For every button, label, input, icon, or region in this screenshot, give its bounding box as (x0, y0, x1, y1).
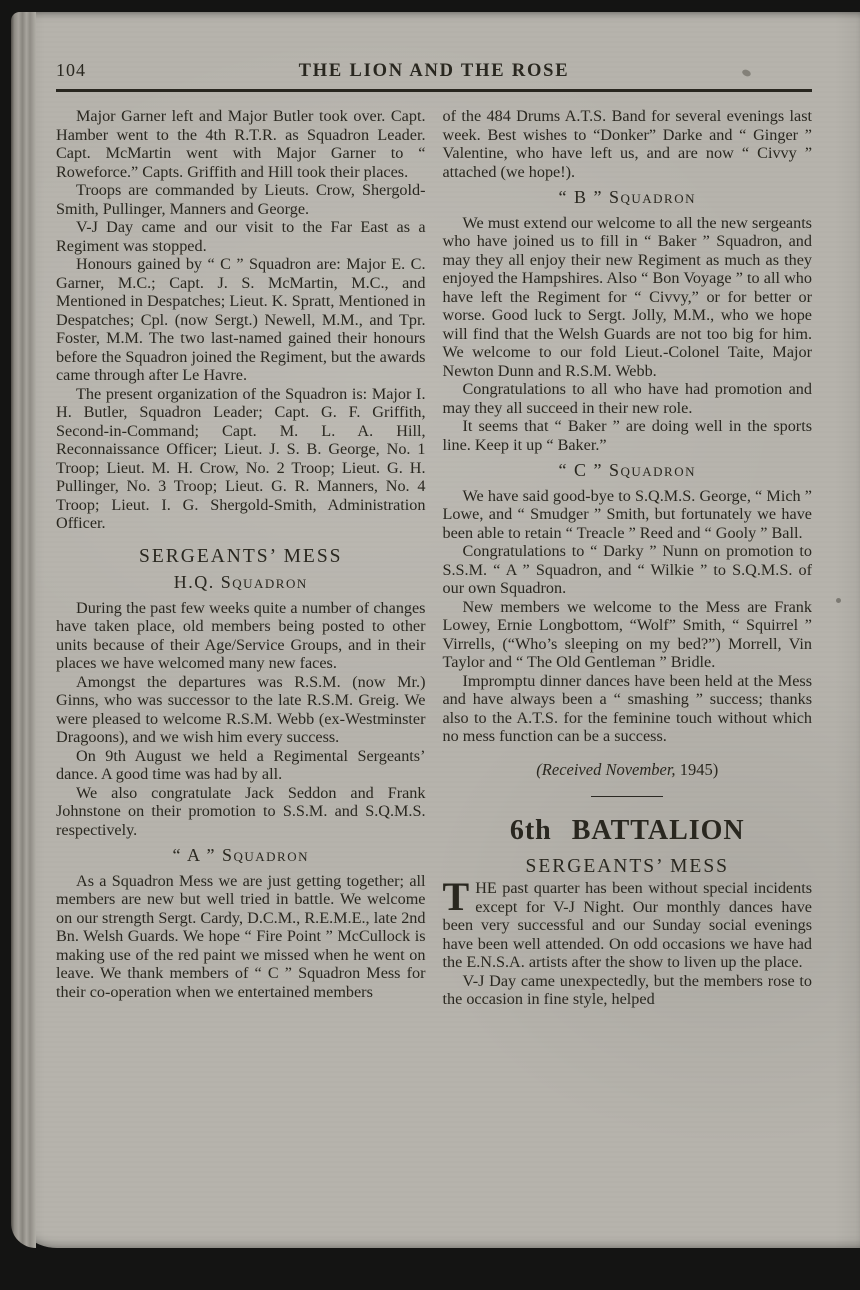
paragraph: Troops are commanded by Lieuts. Crow, Shergold-Smith, Pullinger, Manners and George. (56, 181, 426, 218)
page-content (56, 60, 812, 1009)
b-squadron-subheading: “ B ” Squadron (558, 187, 696, 207)
received-note-italic: (Received November, (536, 759, 676, 779)
paragraph: We must extend our welcome to all the new sergeants who have joined us to fill in “ Baker ” Squadron, and may they all enjoy their new Regiment as much as they enjoyed the Hampshires. Also “ Bon Voyage ” to all who have left the Regiment for “ Civvy,” or for better or worse. Good luck to Sergt. Jolly, M.M., who we hope will find that the Welsh Guards are not too big for him. We welcome to our fold Lieut.-Colonel Taite, Major Newton Dunn and R.S.M. Webb. (442, 213, 812, 380)
c-squadron-subheading: “ C ” Squadron (558, 460, 696, 480)
received-note-year: 1945) (675, 759, 719, 779)
sergeants-mess-heading: SERGEANTS’ MESS (138, 545, 343, 567)
paragraph: The present organization of the Squadron is: Major I. H. Butler, Squadron Leader; Capt. G. F. Griffith, Second-in-Command; Capt. M. L. A. Hill, Reconnaissance Officer; Lieut. J. S. B. George, No. 1 Troop; Lieut. M. H. Crow, No. 2 Troop; Lieut. G. H. Pullinger, No. 3 Troop; Lieut. G. R. Manners, No. 4 Troop; Lieut. I. G. Shergold-Smith, Administration Officer. (56, 384, 426, 532)
received-note (443, 761, 813, 780)
drop-cap: T (442, 874, 470, 919)
paragraph: New members we welcome to the Mess are Frank Lowey, Ernie Longbottom, “Wolf” Smith, “ Squirrel ” Virrells, (“Who’s sleeping on my bed?”) Morrell, Vin Taylor and “ The Old Gentleman ” Bridle. (442, 597, 812, 671)
journal-title: THE LION AND THE ROSE (298, 61, 570, 81)
paragraph-text: HE past quarter has been without special incidents except for V-J Night. Our monthly dances have been very successful and our Sunday social evenings have been well attended. On odd occasions we have had the E.N.S.A. artists after the show to liven up the place. (442, 879, 812, 971)
paragraph: We also congratulate Jack Seddon and Frank Johnstone on their promotion to S.S.M. and S.Q.M.S. respectively. (56, 783, 426, 839)
paragraph: Amongst the departures was R.S.M. (now Mr.) Ginns, who was successor to the late R.S.M. Greig. We were pleased to welcome R.S.M. Webb (ex-Westminster Dragoons), and we wish him every success. (56, 672, 426, 746)
paragraph (442, 874, 813, 972)
header-rule (56, 89, 812, 92)
hq-squadron-subheading: H.Q. Squadron (173, 572, 308, 592)
paragraph: During the past few weeks quite a number of changes have taken place, old members being posted to other units because of their Age/Service Groups, and in their places we have welcomed many new faces. (56, 598, 426, 672)
section-divider (591, 796, 663, 797)
page-header (56, 60, 812, 82)
sergeants-mess-heading-6th: SERGEANTS’ MESS (525, 855, 730, 877)
book-binding-edge (11, 12, 36, 1248)
ink-speck (836, 598, 841, 603)
paragraph: Congratulations to “ Darky ” Nunn on promotion to S.S.M. “ A ” Squadron, and “ Wilkie ” to S.Q.M.S. of our own Squadron. (442, 542, 812, 597)
left-column (56, 107, 426, 1009)
paragraph: Major Garner left and Major Butler took over. Capt. Hamber went to the 4th R.T.R. as Squadron Leader. Capt. McMartin went with Major Garner to “ Roweforce.” Capts. Griffith and Hill took their places. (56, 107, 426, 181)
paragraph: On 9th August we held a Regimental Sergeants’ dance. A good time was had by all. (56, 746, 426, 783)
paragraph: As a Squadron Mess we are just getting together; all members are new but well tried in battle. We welcome on our strength Sergt. Cardy, D.C.M., R.E.M.E., late 2nd Bn. Welsh Guards. We hope “ Fire Point ” McCullock is making use of the red paint we missed when he went on leave. We thank members of “ C ” Squadron Mess for their co-operation when we entertained members (56, 871, 426, 1001)
a-squadron-subheading: “ A ” Squadron (172, 845, 309, 865)
paragraph: We have said good-bye to S.Q.M.S. George, “ Mich ” Lowe, and “ Smudger ” Smith, but fortunately we have been able to retain “ Treacle ” Reed and “ Gooly ” Ball. (442, 486, 812, 542)
text-columns (56, 107, 812, 1009)
paragraph: Honours gained by “ C ” Squadron are: Major E. C. Garner, M.C.; Capt. J. S. McMartin, M.C., and Mentioned in Despatches; Lieut. K. Spratt, Mentioned in Despatches; Cpl. (now Sergt.) Newell, M.M., and Tpr. Foster, M.M. The two last-named gained their honours before the Squadron joined the Regiment, but the awards came through after Le Havre. (56, 255, 426, 384)
paragraph: V-J Day came unexpectedly, but the members rose to the occasion in fine style, helped (442, 971, 812, 1008)
paragraph: Congratulations to all who have had promotion and may they all succeed in their new role. (442, 380, 812, 417)
paragraph: It seems that “ Baker ” are doing well in the sports line. Keep it up “ Baker.” (442, 417, 812, 454)
battalion-heading: 6th BATTALION (509, 815, 745, 846)
right-column (443, 107, 813, 1009)
paragraph: V-J Day came and our visit to the Far East as a Regiment was stopped. (56, 218, 426, 255)
paragraph: of the 484 Drums A.T.S. Band for several evenings last week. Best wishes to “Donker” Darke and “ Ginger ” Valentine, who have left us, and are now “ Civvy ” attached (we hope!). (442, 107, 812, 181)
paragraph: Impromptu dinner dances have been held at the Mess and have always been a “ smashing ” success; thanks also to the A.T.S. for the feminine touch without which no mess function can be a success. (442, 671, 812, 745)
page-number: 104 (56, 60, 86, 80)
